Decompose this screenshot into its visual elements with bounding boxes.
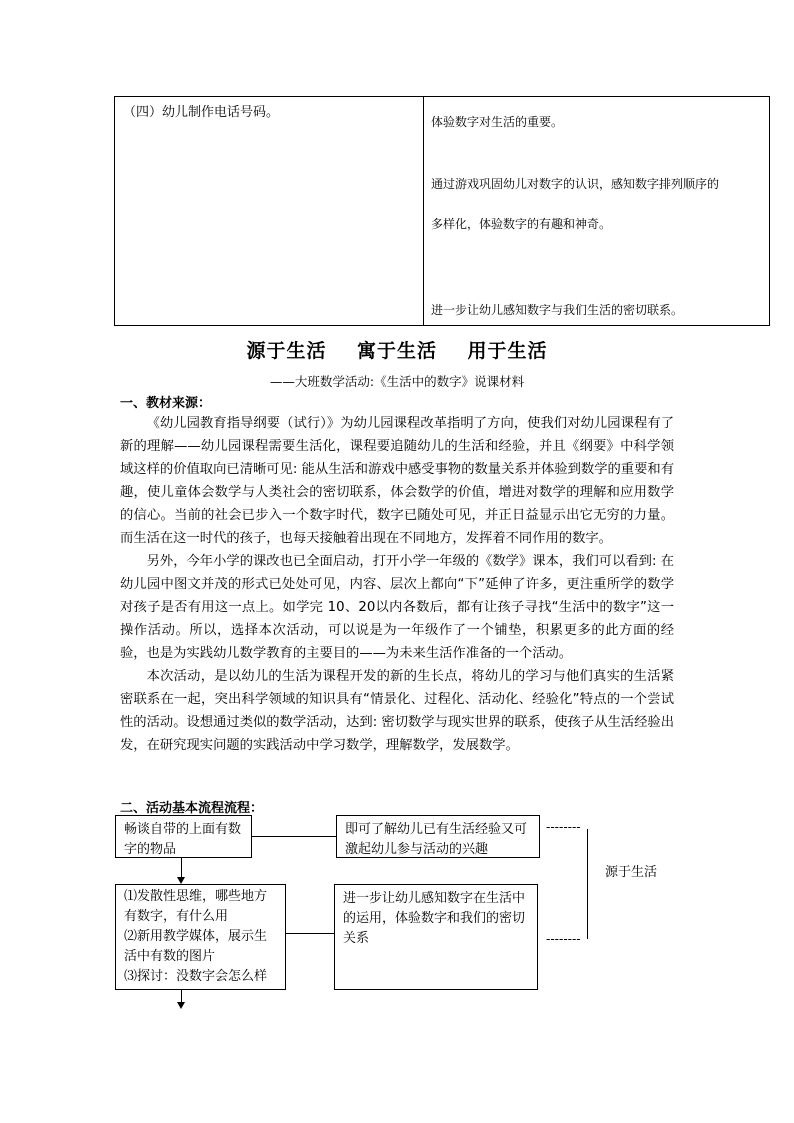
flow-box-2: 即可了解幼儿已有生活经验又可激起幼儿参与活动的兴趣 bbox=[336, 815, 540, 858]
bracket-label: 源于生活 bbox=[605, 865, 658, 880]
right-line-4: 进一步让幼儿感知数字与我们生活的密切联系。 bbox=[431, 303, 684, 317]
dash-1: -------- bbox=[546, 820, 581, 834]
paragraph-2: 另外，今年小学的课改也已全面启动，打开小学一年级的《数学》课本，我们可以看到: 在幼儿园中图文并茂的形式已处处可见，内容、层次上都向“下”延伸了许多，更注重所学的数学对孩子是否有用这一点上。如学完 10、20以内各数后，都有让孩子寻找“生活中的数字”这一操作活动。所以，选择本次活动，可以说是为一年级作了一个铺垫，积累更多的此方面的经验，也是为实践幼儿数学教育的主要目的——为未来生活作准备的一个活动。 bbox=[120, 554, 674, 661]
box3-line-1: ⑴发散性思维，哪些地方有数字，有什么用 bbox=[124, 889, 268, 924]
table-divider bbox=[423, 97, 424, 325]
paragraph-1: 《幼儿园教育指导纲要（试行）》为幼儿园课程改革指明了方向，使我们对幼儿园课程有了新的理解——幼儿园课程需要生活化，课程要追随幼儿的生活和经验，并且《纲要》中科学领域这样的价值取向已清晰可见: 能从生活和游戏中感受事物的数量关系并体验到数学的重要和有趣，使儿童体会数学与人类社会的密切联系，体会数学的价值，增进对数学的理解和应用数学的信心。当前的社会已步入一个数字时代，数字已随处可见，并正日益显示出它无穷的力量。而生活在这一时代的孩子，也每天接触着出现在不同地方，发挥着不同作用的数字。 bbox=[120, 416, 674, 546]
flow-box-1: 畅谈自带的上面有数字的物品 bbox=[115, 815, 252, 858]
section2-heading: 二、活动基本流程流程： bbox=[120, 801, 264, 816]
right-line-2: 通过游戏巩固幼儿对数字的认识，感知数字排列顺序的 bbox=[431, 177, 720, 191]
arrow-line-1 bbox=[181, 858, 182, 878]
box3-line-2: ⑵新用教学媒体，展示生活中有数的图片 bbox=[124, 929, 268, 964]
dash-2: -------- bbox=[546, 932, 581, 946]
right-line-1: 体验数字对生活的重要。 bbox=[431, 115, 564, 129]
paragraph-3: 本次活动，是以幼儿的生活为课程开发的新的生长点，将幼儿的学习与他们真实的生活紧密联系在一起，突出科学领域的知识具有“情景化、过程化、活动化、经验化”特点的一个尝试性的活动。设想通过类似的数学活动，达到: 密切数学与现实世界的联系，使孩子从生活经验出发，在研究现实问题的实践活动中学习数学，理解数学，发展数学。 bbox=[120, 669, 674, 753]
page-subtitle: ——大班数学活动:《生活中的数字》说课材料 bbox=[269, 374, 525, 389]
arrow-line-2 bbox=[181, 990, 182, 1002]
connector-2 bbox=[286, 933, 334, 934]
table-left-cell: （四）幼儿制作电话号码。 bbox=[123, 105, 280, 120]
arrow-down-icon bbox=[177, 877, 185, 884]
top-table bbox=[114, 96, 770, 326]
section1-heading: 一、教材来源： bbox=[120, 396, 212, 411]
page-title: 源于生活 寓于生活 用于生活 bbox=[246, 340, 548, 362]
right-line-3: 多样化，体验数字的有趣和神奇。 bbox=[431, 217, 612, 231]
section1-body bbox=[120, 412, 674, 757]
connector-1 bbox=[252, 836, 336, 837]
bracket-line bbox=[587, 829, 588, 939]
box3-line-3: ⑶探讨：没数字会怎么样 bbox=[124, 969, 268, 984]
flow-box-4: 进一步让幼儿感知数字在生活中的运用，体验数字和我们的密切关系 bbox=[334, 884, 538, 990]
arrow-down-icon bbox=[177, 1002, 185, 1009]
flow-box-3 bbox=[115, 884, 286, 990]
